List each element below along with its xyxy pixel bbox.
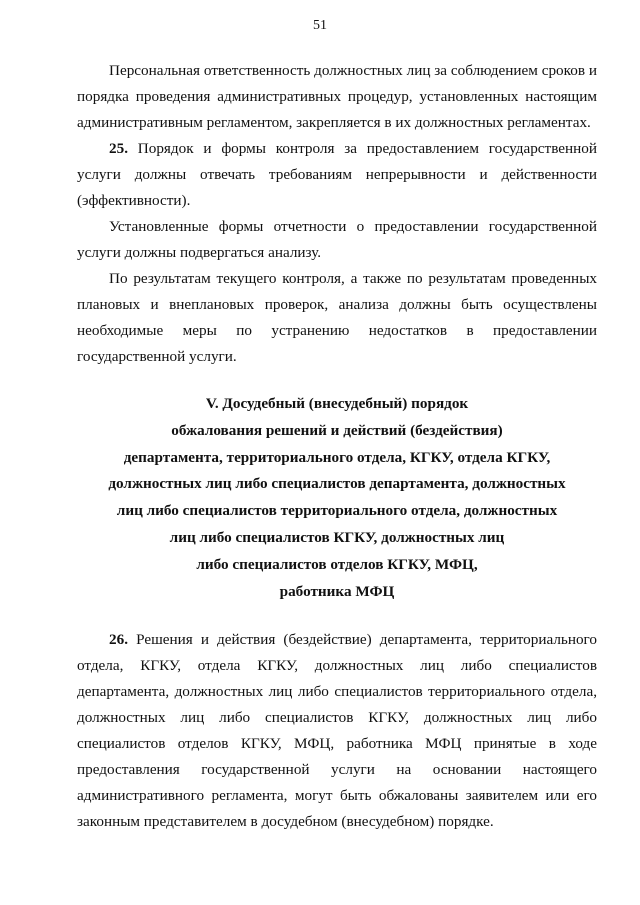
heading-line: лиц либо специалистов территориального отдела, должностных bbox=[116, 502, 558, 520]
text-line: должностных лиц либо специалистов КГКУ, должностных лиц либо bbox=[77, 709, 597, 726]
heading-line: обжалования решений и действий (бездействия) bbox=[171, 421, 503, 439]
text-line: порядка проведения административных процедур, установленных настоящим bbox=[77, 88, 597, 105]
text-line bbox=[77, 627, 597, 653]
paragraph-reporting-forms bbox=[77, 214, 597, 266]
text-fragment: Порядок и формы контроля за предоставлением государственной bbox=[137, 140, 597, 157]
text-line: государственной услуги. bbox=[77, 348, 237, 365]
text-fragment: Решения и действия (бездействие) департамента, территориального bbox=[136, 631, 598, 648]
paragraph-responsibility bbox=[77, 58, 597, 136]
text-line: административным регламентом, закрепляется в их должностных регламентах. bbox=[77, 114, 591, 131]
text-line: специалистов отделов КГКУ, МФЦ, работника МФЦ принятые в ходе bbox=[77, 735, 597, 752]
text-line bbox=[77, 136, 597, 162]
text-line: плановых и внеплановых проверок, анализа должны быть осуществлены bbox=[77, 296, 597, 313]
item-number: 26. bbox=[109, 631, 128, 648]
text-line: По результатам текущего контроля, а также по результатам проведенных bbox=[109, 270, 597, 287]
text-line: административного регламента, могут быть обжалованы заявителем или его bbox=[77, 787, 597, 804]
paragraph-item-26 bbox=[77, 627, 597, 835]
heading-line: департамента, территориального отдела, КГКУ, отдела КГКУ, bbox=[123, 448, 551, 466]
text-line: (эффективности). bbox=[77, 192, 191, 209]
heading-line: должностных лиц либо специалистов департамента, должностных bbox=[108, 475, 566, 493]
heading-line: лиц либо специалистов КГКУ, должностных лиц bbox=[169, 528, 505, 546]
text-line: Персональная ответственность должностных лиц за соблюдением сроков и bbox=[109, 62, 597, 79]
text-line: услуги должны подвергаться анализу. bbox=[77, 244, 322, 261]
paragraph-control-results bbox=[77, 266, 597, 370]
text-line: предоставления государственной услуги на основании настоящего bbox=[77, 761, 597, 778]
heading-line: V. Досудебный (внесудебный) порядок bbox=[205, 395, 469, 412]
heading-line: работника МФЦ bbox=[279, 582, 395, 600]
heading-line: либо специалистов отделов КГКУ, МФЦ, bbox=[196, 555, 478, 573]
text-line: необходимые меры по устранению недостатков в предоставлении bbox=[77, 322, 597, 339]
item-number: 25. bbox=[109, 140, 128, 157]
text-line: законным представителем в досудебном (внесудебном) порядке. bbox=[77, 813, 494, 830]
text-line: департамента, должностных лиц либо специалистов территориального отдела, bbox=[77, 683, 597, 700]
text-line: услуги должны отвечать требованиям непрерывности и действенности bbox=[77, 166, 597, 183]
text-line: Установленные формы отчетности о предоставлении государственной bbox=[109, 218, 597, 235]
text-line: отдела, КГКУ, отдела КГКУ, должностных лиц либо специалистов bbox=[77, 657, 597, 674]
page-number: 51 bbox=[313, 18, 327, 33]
paragraph-item-25 bbox=[77, 136, 597, 214]
section-heading bbox=[77, 391, 597, 605]
